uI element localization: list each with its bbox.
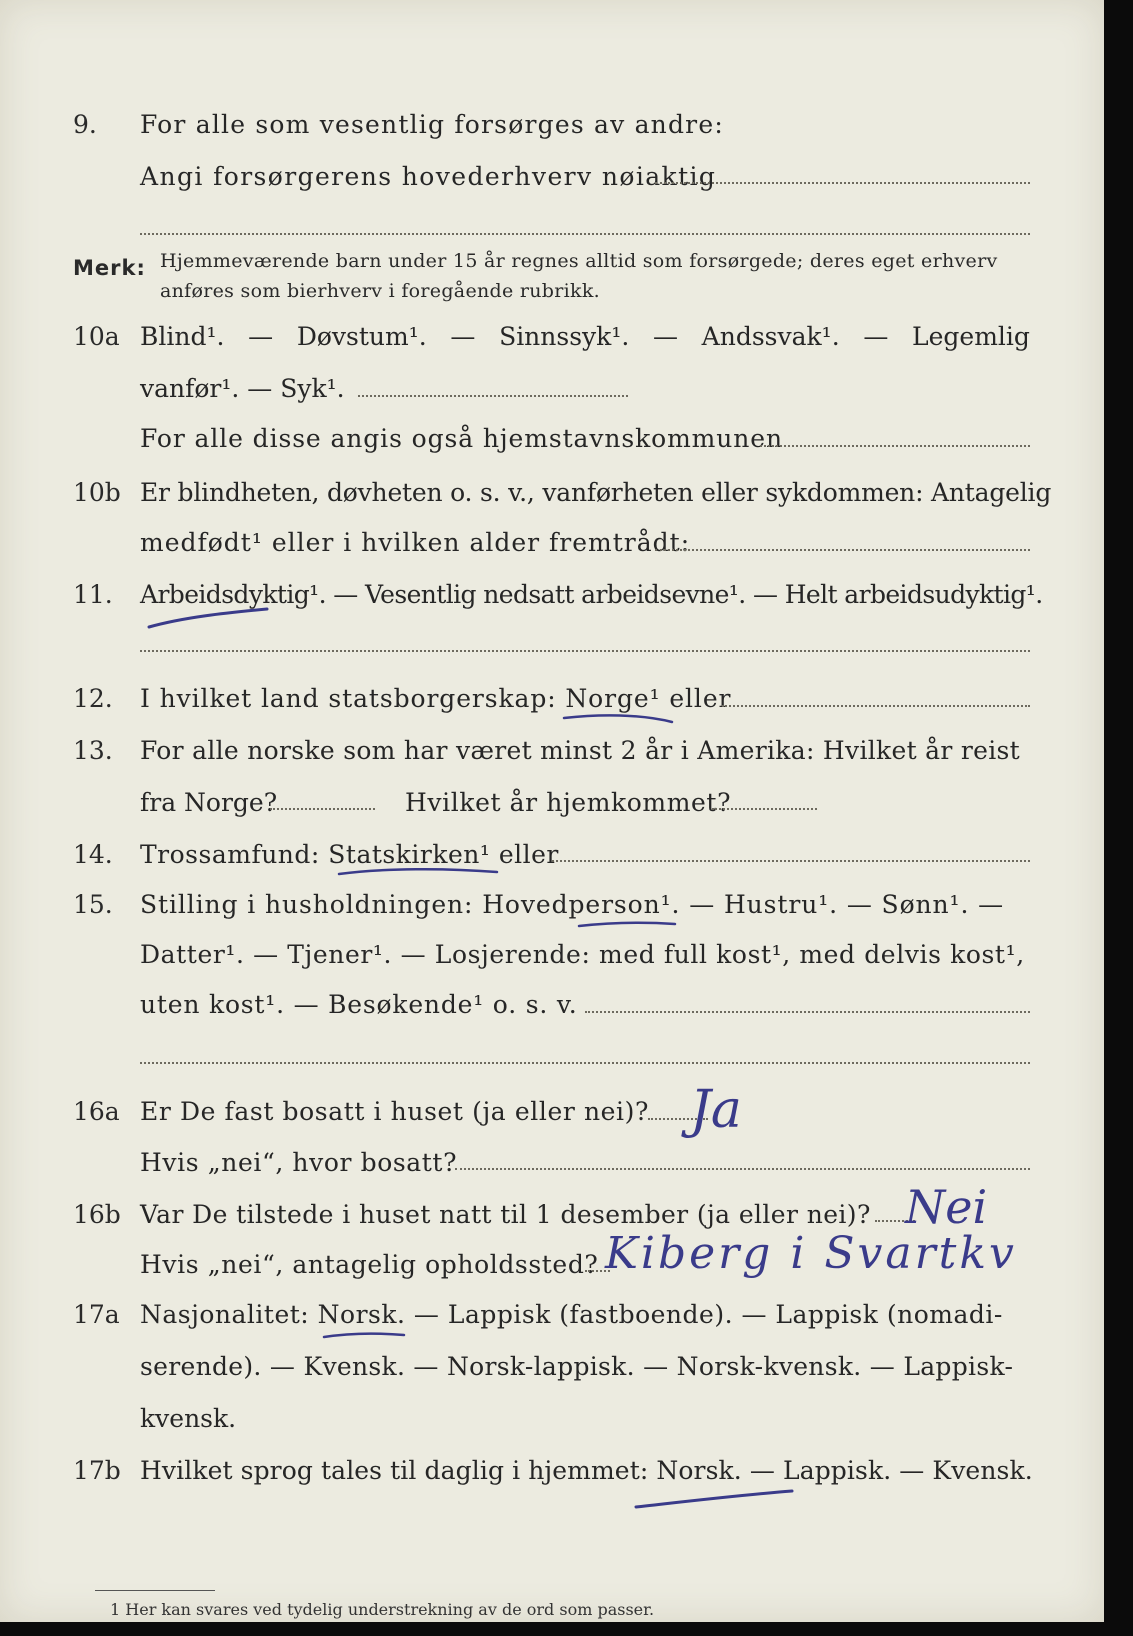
question-number: 15. — [73, 890, 113, 919]
answer-line — [140, 1062, 1030, 1064]
dash: — — [863, 322, 889, 351]
q16b-line1: Var De tilstede i huset natt til 1 desember (ja eller nei)? — [140, 1200, 871, 1229]
q9-line1: For alle som vesentlig forsørges av andre: — [140, 110, 724, 139]
q13-line2a: fra Norge? — [140, 788, 278, 817]
scan-border-right — [1104, 0, 1133, 1636]
q16a-line2: Hvis „nei“, hvor bosatt? — [140, 1148, 458, 1177]
note-line2: anføres som bierhverv i foregående rubrikk. — [160, 280, 600, 302]
option-blind: Blind¹. — [140, 322, 225, 351]
q17a-line1: Nasjonalitet: Norsk. — Lappisk (fastboende). — Lappisk (nomadi- — [140, 1300, 1003, 1329]
q10b-line2: medfødt¹ eller i hvilken alder fremtrådt: — [140, 528, 691, 557]
answer-line — [585, 1011, 1030, 1013]
question-number: 16b — [73, 1200, 121, 1229]
note-line1: Hjemmeværende barn under 15 år regnes alltid som forsørgede; deres eget erhverv — [160, 250, 998, 272]
handwritten-underline — [320, 1325, 410, 1345]
answer-line — [722, 705, 1030, 707]
handwritten-underline — [560, 708, 680, 728]
answer-line — [655, 182, 1030, 184]
q9-line2: Angi forsørgerens hovederhverv nøiaktig — [140, 162, 717, 191]
q15-line3: uten kost¹. — Besøkende¹ o. s. v. — [140, 990, 578, 1019]
q14-line1: Trossamfund: Statskirken¹ eller — [140, 840, 559, 869]
answer-line — [270, 808, 375, 810]
q15-line1: Stilling i husholdningen: Hovedperson¹. — Hustru¹. — Sønn¹. — — [140, 890, 1005, 919]
option-andssvak: Andssvak¹. — [701, 322, 840, 351]
q17b-line1: Hvilket sprog tales til daglig i hjemmet: Norsk. — Lappisk. — Kvensk. — [140, 1456, 1033, 1485]
option-sinnssyk: Sinnssyk¹. — [499, 322, 630, 351]
footnote-rule — [95, 1590, 215, 1591]
q15-line2: Datter¹. — Tjener¹. — Losjerende: med full kost¹, med delvis kost¹, — [140, 940, 1025, 969]
question-number: 17a — [73, 1300, 120, 1329]
answer-line — [140, 233, 1030, 235]
answer-line — [552, 860, 1030, 862]
q10b-line1: Er blindheten, døvheten o. s. v., vanførheten eller sykdommen: Antagelig — [140, 478, 1052, 507]
handwritten-answer-16b-place: Kiberg i Svartkv — [605, 1228, 1017, 1279]
answer-line — [455, 1168, 1030, 1170]
note-label: Merk: — [73, 256, 146, 280]
question-number: 13. — [73, 736, 113, 765]
q12-line1: I hvilket land statsborgerskap: Norge¹ eller — [140, 684, 732, 713]
question-number: 12. — [73, 684, 113, 713]
option-dovstum: Døvstum¹. — [296, 322, 427, 351]
answer-line — [760, 445, 1030, 447]
answer-line — [140, 650, 1030, 652]
question-number: 10a — [73, 322, 120, 351]
answer-line — [712, 808, 817, 810]
handwritten-underline — [630, 1485, 800, 1515]
q17a-line3: kvensk. — [140, 1404, 237, 1433]
question-number: 10b — [73, 478, 121, 507]
footnote: 1 Her kan svares ved tydelig understrekning av de ord som passer. — [110, 1600, 655, 1619]
dash: — — [248, 322, 274, 351]
handwritten-answer-16b: Nei — [905, 1180, 988, 1234]
question-number: 11. — [73, 580, 113, 609]
q10a-line2: vanfør¹. — Syk¹. — [140, 374, 345, 403]
q13-line1: For alle norske som har været minst 2 år i Amerika: Hvilket år reist — [140, 736, 1021, 765]
scan-border-bottom — [0, 1622, 1133, 1636]
q16b-line2: Hvis „nei“, antagelig opholdssted? — [140, 1250, 599, 1279]
handwritten-underline — [335, 862, 505, 882]
handwritten-underline — [145, 605, 275, 635]
q16a-line1: Er De fast bosatt i huset (ja eller nei)? — [140, 1097, 649, 1126]
dash: — — [450, 322, 476, 351]
handwritten-answer-16a: Ja — [690, 1080, 742, 1140]
q10a-line1 — [140, 322, 1030, 351]
answer-line — [655, 549, 1030, 551]
question-number: 17b — [73, 1456, 121, 1485]
handwritten-underline — [575, 914, 685, 934]
question-number: 14. — [73, 840, 113, 869]
q10a-line3: For alle disse angis også hjemstavnskommunen — [140, 424, 783, 453]
dash: — — [652, 322, 678, 351]
q11-line1: Arbeidsdyktig¹. — Vesentlig nedsatt arbeidsevne¹. — Helt arbeidsudyktig¹. — [140, 580, 1043, 609]
q17a-line2: serende). — Kvensk. — Norsk-lappisk. — Norsk-kvensk. — Lappisk- — [140, 1352, 1014, 1381]
question-number: 9. — [73, 110, 97, 139]
answer-line — [358, 395, 628, 397]
question-number: 16a — [73, 1097, 120, 1126]
option-legemlig: Legemlig — [912, 322, 1030, 351]
q13-line2b: Hvilket år hjemkommet? — [405, 788, 732, 817]
